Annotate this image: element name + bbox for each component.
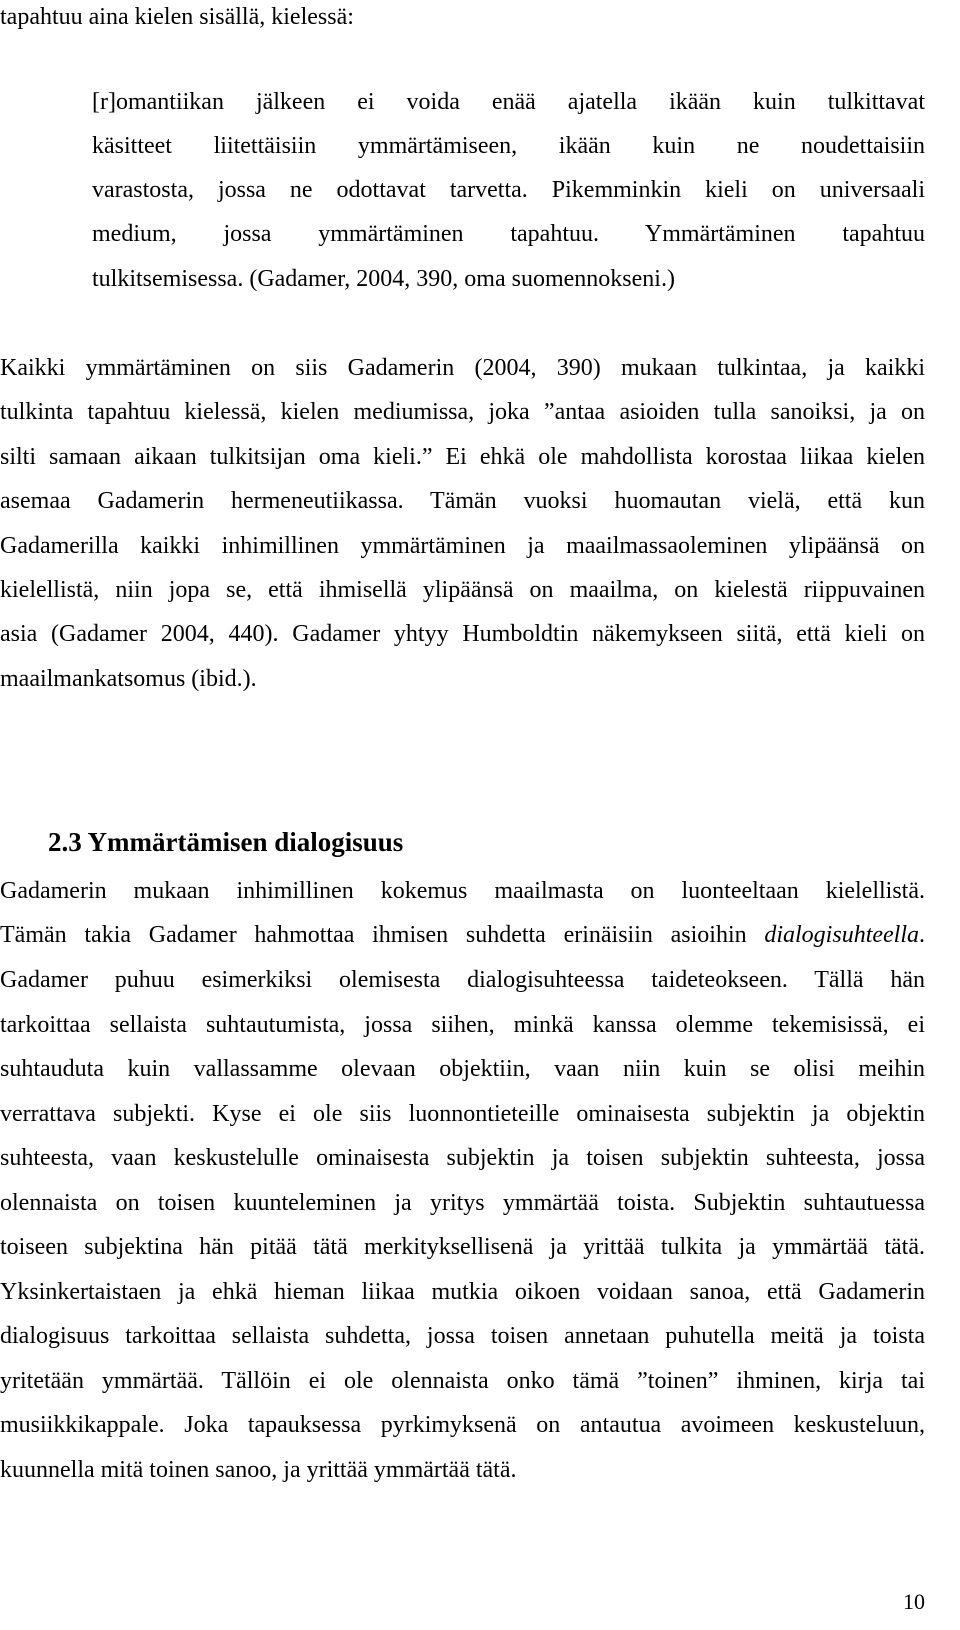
paragraph-1-line-5: Gadamerilla kaikki inhimillinen ymmärtäminen ja maailmassaoleminen ylipäänsä on: [0, 533, 925, 559]
quote-line-3: varastosta, jossa ne odottavat tarvetta. Pikemminkin kieli on universaali: [92, 177, 925, 203]
paragraph-2-line-9: toiseen subjektina hän pitää tätä merkityksellisenä ja yrittää tulkita ja ymmärtää tätä.: [0, 1234, 925, 1260]
paragraph-2-line-12: yritetään ymmärtää. Tällöin ei ole olennaista onko tämä ”toinen” ihminen, kirja tai: [0, 1368, 925, 1394]
quote-line-4: medium, jossa ymmärtäminen tapahtuu. Ymmärtäminen tapahtuu: [92, 221, 925, 247]
quote-line-1: [r]omantiikan jälkeen ei voida enää ajatella ikään kuin tulkittavat: [92, 89, 925, 115]
section-heading: 2.3 Ymmärtämisen dialogisuus: [48, 827, 404, 858]
paragraph-2-line-1: Gadamerin mukaan inhimillinen kokemus maailmasta on luonteeltaan kielellistä.: [0, 878, 925, 904]
paragraph-2-line-4: tarkoittaa sellaista suhtautumista, jossa siihen, minkä kanssa olemme tekemisissä, ei: [0, 1012, 925, 1038]
paragraph-2-line-3: Gadamer puhuu esimerkiksi olemisesta dialogisuhteessa taideteokseen. Tällä hän: [0, 967, 925, 993]
paragraph-2-line-7: suhteesta, vaan keskustelulle ominaisesta subjektin ja toisen subjektin suhteesta, jossa: [0, 1145, 925, 1171]
paragraph-2-line-8: olennaista on toisen kuunteleminen ja yritys ymmärtää toista. Subjektin suhtautuessa: [0, 1190, 925, 1216]
paragraph-2-line-6: verrattava subjekti. Kyse ei ole siis luonnontieteille ominaisesta subjektin ja objektin: [0, 1101, 925, 1127]
paragraph-2-line-2: [0, 920, 925, 950]
paragraph-1-line-7: asia (Gadamer 2004, 440). Gadamer yhtyy Humboldtin näkemykseen siitä, että kieli on: [0, 621, 925, 647]
paragraph-1-line-8: maailmankatsomus (ibid.).: [0, 666, 257, 692]
paragraph-2-line-13: musiikkikappale. Joka tapauksessa pyrkimyksenä on antautua avoimeen keskusteluun,: [0, 1412, 925, 1438]
page-number: 10: [903, 1589, 925, 1614]
paragraph-2-line-2-end: .: [919, 922, 925, 948]
paragraph-1-line-6: kielellistä, niin jopa se, että ihmisellä ylipäänsä on maailma, on kielestä riippuvainen: [0, 577, 925, 603]
opening-line: tapahtuu aina kielen sisällä, kielessä:: [0, 4, 354, 30]
paragraph-2-line-10: Yksinkertaistaen ja ehkä hieman liikaa mutkia oikoen voidaan sanoa, että Gadamerin: [0, 1279, 925, 1305]
paragraph-2-line-11: dialogisuus tarkoittaa sellaista suhdetta, jossa toisen annetaan puhutella meitä ja toista: [0, 1323, 925, 1349]
quote-line-2: käsitteet liitettäisiin ymmärtämiseen, ikään kuin ne noudettaisiin: [92, 133, 925, 159]
paragraph-1-line-1: Kaikki ymmärtäminen on siis Gadamerin (2004, 390) mukaan tulkintaa, ja kaikki: [0, 355, 925, 381]
emphasized-term: dialogisuhteella: [764, 922, 919, 948]
paragraph-2-line-2-text: Tämän takia Gadamer hahmottaa ihmisen suhdetta erinäisiin asioihin: [0, 922, 765, 948]
paragraph-1-line-2: tulkinta tapahtuu kielessä, kielen mediumissa, joka ”antaa asioiden tulla sanoiksi, ja on: [0, 399, 925, 425]
paragraph-2-line-14: kuunnella mitä toinen sanoo, ja yrittää ymmärtää tätä.: [0, 1457, 517, 1483]
paragraph-2-line-5: suhtauduta kuin vallassamme olevaan objektiin, vaan niin kuin se olisi meihin: [0, 1056, 925, 1082]
paragraph-1-line-4: asemaa Gadamerin hermeneutiikassa. Tämän vuoksi huomautan vielä, että kun: [0, 488, 925, 514]
paragraph-1-line-3: silti samaan aikaan tulkitsijan oma kieli.” Ei ehkä ole mahdollista korostaa liikaa kielen: [0, 444, 925, 470]
quote-line-5: tulkitsemisessa. (Gadamer, 2004, 390, oma suomennokseni.): [92, 266, 675, 292]
